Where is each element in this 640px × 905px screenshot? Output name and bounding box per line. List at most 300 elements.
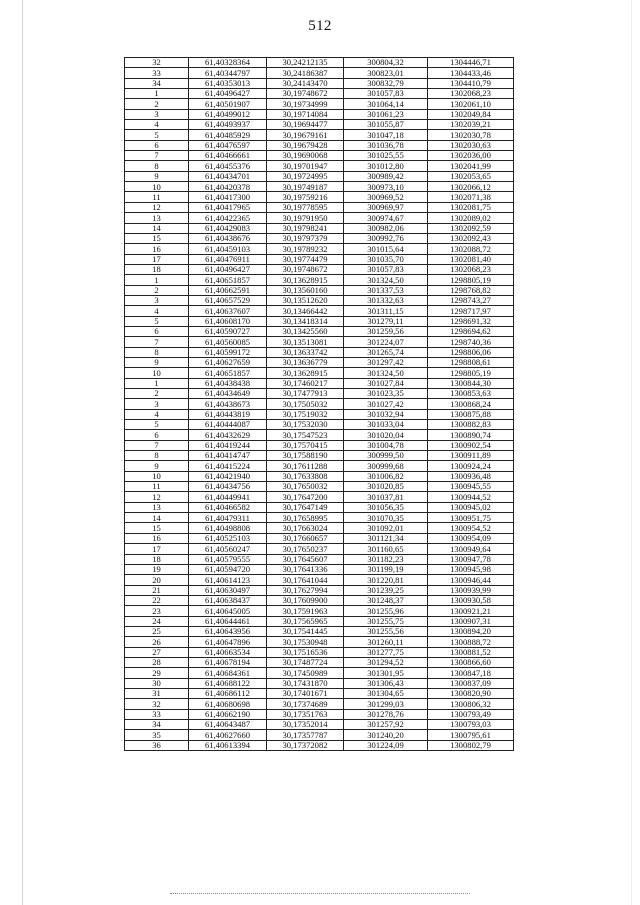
latitude-cell: 61,40608170 bbox=[189, 316, 267, 326]
longitude-cell: 30,17519032 bbox=[267, 409, 344, 419]
x-coordinate-cell: 301257,92 bbox=[344, 720, 428, 730]
point-number-cell: 2 bbox=[125, 285, 189, 295]
table-row bbox=[125, 326, 514, 336]
longitude-cell: 30,17627994 bbox=[267, 585, 344, 595]
latitude-cell: 61,40686112 bbox=[189, 688, 267, 698]
point-number-cell: 5 bbox=[125, 316, 189, 326]
y-coordinate-cell: 1300802,79 bbox=[428, 740, 514, 750]
point-number-cell: 7 bbox=[125, 440, 189, 450]
longitude-cell: 30,13560160 bbox=[267, 285, 344, 295]
point-number-cell: 9 bbox=[125, 357, 189, 367]
y-coordinate-cell: 1300930,58 bbox=[428, 595, 514, 605]
table-row bbox=[125, 68, 514, 78]
point-number-cell: 13 bbox=[125, 502, 189, 512]
latitude-cell: 61,40476911 bbox=[189, 254, 267, 264]
point-number-cell: 23 bbox=[125, 606, 189, 616]
x-coordinate-cell: 301047,18 bbox=[344, 130, 428, 140]
x-coordinate-cell: 301260,11 bbox=[344, 637, 428, 647]
table-row bbox=[125, 575, 514, 585]
latitude-cell: 61,40644461 bbox=[189, 616, 267, 626]
x-coordinate-cell: 301277,75 bbox=[344, 647, 428, 657]
table-row bbox=[125, 564, 514, 574]
longitude-cell: 30,17547523 bbox=[267, 430, 344, 440]
longitude-cell: 30,19797379 bbox=[267, 233, 344, 243]
table-row bbox=[125, 699, 514, 709]
longitude-cell: 30,19734999 bbox=[267, 99, 344, 109]
x-coordinate-cell: 301032,94 bbox=[344, 409, 428, 419]
latitude-cell: 61,40614123 bbox=[189, 575, 267, 585]
table-row bbox=[125, 264, 514, 274]
table-row bbox=[125, 244, 514, 254]
table-row bbox=[125, 130, 514, 140]
latitude-cell: 61,40344797 bbox=[189, 68, 267, 78]
point-number-cell: 24 bbox=[125, 616, 189, 626]
x-coordinate-cell: 300974,67 bbox=[344, 213, 428, 223]
latitude-cell: 61,40613394 bbox=[189, 740, 267, 750]
latitude-cell: 61,40466582 bbox=[189, 502, 267, 512]
point-number-cell: 1 bbox=[125, 89, 189, 99]
table-row bbox=[125, 357, 514, 367]
table-row bbox=[125, 337, 514, 347]
point-number-cell: 21 bbox=[125, 585, 189, 595]
longitude-cell: 30,24143470 bbox=[267, 78, 344, 88]
x-coordinate-cell: 301324,50 bbox=[344, 368, 428, 378]
longitude-cell: 30,19798241 bbox=[267, 223, 344, 233]
table-row bbox=[125, 502, 514, 512]
longitude-cell: 30,17401671 bbox=[267, 688, 344, 698]
x-coordinate-cell: 301070,35 bbox=[344, 513, 428, 523]
latitude-cell: 61,40438438 bbox=[189, 378, 267, 388]
point-number-cell: 2 bbox=[125, 99, 189, 109]
y-coordinate-cell: 1302066,12 bbox=[428, 182, 514, 192]
y-coordinate-cell: 1300881,52 bbox=[428, 647, 514, 657]
point-number-cell: 16 bbox=[125, 533, 189, 543]
point-number-cell: 25 bbox=[125, 626, 189, 636]
x-coordinate-cell: 301265,74 bbox=[344, 347, 428, 357]
latitude-cell: 61,40415224 bbox=[189, 461, 267, 471]
y-coordinate-cell: 1300795,61 bbox=[428, 730, 514, 740]
table-row bbox=[125, 223, 514, 233]
table-row bbox=[125, 254, 514, 264]
latitude-cell: 61,40643487 bbox=[189, 720, 267, 730]
x-coordinate-cell: 301057,83 bbox=[344, 89, 428, 99]
table-row bbox=[125, 740, 514, 750]
scan-edge-shadow-right bbox=[631, 0, 632, 905]
x-coordinate-cell: 301023,35 bbox=[344, 389, 428, 399]
point-number-cell: 4 bbox=[125, 409, 189, 419]
x-coordinate-cell: 301057,83 bbox=[344, 264, 428, 274]
y-coordinate-cell: 1304433,46 bbox=[428, 68, 514, 78]
longitude-cell: 30,17633808 bbox=[267, 471, 344, 481]
longitude-cell: 30,24212135 bbox=[267, 58, 344, 68]
y-coordinate-cell: 1302092,59 bbox=[428, 223, 514, 233]
table-row bbox=[125, 109, 514, 119]
x-coordinate-cell: 301304,65 bbox=[344, 688, 428, 698]
latitude-cell: 61,40579555 bbox=[189, 554, 267, 564]
table-row bbox=[125, 151, 514, 161]
x-coordinate-cell: 301027,84 bbox=[344, 378, 428, 388]
longitude-cell: 30,17374689 bbox=[267, 699, 344, 709]
point-number-cell: 1 bbox=[125, 275, 189, 285]
table-row bbox=[125, 192, 514, 202]
y-coordinate-cell: 1298768,82 bbox=[428, 285, 514, 295]
point-number-cell: 32 bbox=[125, 58, 189, 68]
x-coordinate-cell: 301279,11 bbox=[344, 316, 428, 326]
x-coordinate-cell: 301311,15 bbox=[344, 306, 428, 316]
table-row bbox=[125, 533, 514, 543]
point-number-cell: 22 bbox=[125, 595, 189, 605]
longitude-cell: 30,17611288 bbox=[267, 461, 344, 471]
longitude-cell: 30,17660657 bbox=[267, 533, 344, 543]
point-number-cell: 10 bbox=[125, 182, 189, 192]
point-number-cell: 2 bbox=[125, 389, 189, 399]
y-coordinate-cell: 1300888,72 bbox=[428, 637, 514, 647]
longitude-cell: 30,19679161 bbox=[267, 130, 344, 140]
x-coordinate-cell: 300992,76 bbox=[344, 233, 428, 243]
table-row bbox=[125, 554, 514, 564]
point-number-cell: 17 bbox=[125, 254, 189, 264]
y-coordinate-cell: 1300946,44 bbox=[428, 575, 514, 585]
point-number-cell: 7 bbox=[125, 151, 189, 161]
y-coordinate-cell: 1300939,99 bbox=[428, 585, 514, 595]
latitude-cell: 61,40525103 bbox=[189, 533, 267, 543]
longitude-cell: 30,13425560 bbox=[267, 326, 344, 336]
table-row bbox=[125, 720, 514, 730]
table-row bbox=[125, 161, 514, 171]
point-number-cell: 20 bbox=[125, 575, 189, 585]
latitude-cell: 61,40429083 bbox=[189, 223, 267, 233]
latitude-cell: 61,40419244 bbox=[189, 440, 267, 450]
x-coordinate-cell: 301012,80 bbox=[344, 161, 428, 171]
y-coordinate-cell: 1302092,43 bbox=[428, 233, 514, 243]
table-row bbox=[125, 513, 514, 523]
table-row bbox=[125, 233, 514, 243]
point-number-cell: 12 bbox=[125, 202, 189, 212]
latitude-cell: 61,40443819 bbox=[189, 409, 267, 419]
x-coordinate-cell: 301199,19 bbox=[344, 564, 428, 574]
table-row bbox=[125, 482, 514, 492]
latitude-cell: 61,40637607 bbox=[189, 306, 267, 316]
point-number-cell: 33 bbox=[125, 709, 189, 719]
x-coordinate-cell: 301033,04 bbox=[344, 420, 428, 430]
point-number-cell: 18 bbox=[125, 264, 189, 274]
page-number: 512 bbox=[308, 18, 332, 34]
point-number-cell: 9 bbox=[125, 171, 189, 181]
latitude-cell: 61,40444087 bbox=[189, 420, 267, 430]
x-coordinate-cell: 301061,23 bbox=[344, 109, 428, 119]
point-number-cell: 4 bbox=[125, 306, 189, 316]
y-coordinate-cell: 1300875,88 bbox=[428, 409, 514, 419]
table-row bbox=[125, 120, 514, 130]
y-coordinate-cell: 1300924,24 bbox=[428, 461, 514, 471]
point-number-cell: 6 bbox=[125, 326, 189, 336]
table-row bbox=[125, 585, 514, 595]
table-row bbox=[125, 316, 514, 326]
y-coordinate-cell: 1300853,63 bbox=[428, 389, 514, 399]
x-coordinate-cell: 300989,42 bbox=[344, 171, 428, 181]
x-coordinate-cell: 301324,50 bbox=[344, 275, 428, 285]
scan-edge-shadow bbox=[22, 0, 23, 905]
x-coordinate-cell: 301259,56 bbox=[344, 326, 428, 336]
y-coordinate-cell: 1298806,06 bbox=[428, 347, 514, 357]
table-row bbox=[125, 492, 514, 502]
point-number-cell: 15 bbox=[125, 233, 189, 243]
latitude-cell: 61,40432629 bbox=[189, 430, 267, 440]
y-coordinate-cell: 1298808,61 bbox=[428, 357, 514, 367]
latitude-cell: 61,40630497 bbox=[189, 585, 267, 595]
x-coordinate-cell: 301035,70 bbox=[344, 254, 428, 264]
x-coordinate-cell: 300999,50 bbox=[344, 451, 428, 461]
longitude-cell: 30,19748672 bbox=[267, 89, 344, 99]
point-number-cell: 6 bbox=[125, 430, 189, 440]
x-coordinate-cell: 301160,65 bbox=[344, 544, 428, 554]
point-number-cell: 26 bbox=[125, 637, 189, 647]
longitude-cell: 30,13513081 bbox=[267, 337, 344, 347]
latitude-cell: 61,40414747 bbox=[189, 451, 267, 461]
y-coordinate-cell: 1302081,40 bbox=[428, 254, 514, 264]
table-row bbox=[125, 461, 514, 471]
x-coordinate-cell: 301248,37 bbox=[344, 595, 428, 605]
y-coordinate-cell: 1302061,10 bbox=[428, 99, 514, 109]
longitude-cell: 30,19778595 bbox=[267, 202, 344, 212]
y-coordinate-cell: 1300890,74 bbox=[428, 430, 514, 440]
point-number-cell: 8 bbox=[125, 161, 189, 171]
table-row bbox=[125, 213, 514, 223]
y-coordinate-cell: 1300894,20 bbox=[428, 626, 514, 636]
latitude-cell: 61,40421940 bbox=[189, 471, 267, 481]
x-coordinate-cell: 300804,32 bbox=[344, 58, 428, 68]
y-coordinate-cell: 1300902,54 bbox=[428, 440, 514, 450]
latitude-cell: 61,40560247 bbox=[189, 544, 267, 554]
longitude-cell: 30,19791950 bbox=[267, 213, 344, 223]
y-coordinate-cell: 1298805,19 bbox=[428, 368, 514, 378]
longitude-cell: 30,13512620 bbox=[267, 295, 344, 305]
latitude-cell: 61,40599172 bbox=[189, 347, 267, 357]
table-row bbox=[125, 58, 514, 68]
latitude-cell: 61,40434701 bbox=[189, 171, 267, 181]
latitude-cell: 61,40627659 bbox=[189, 357, 267, 367]
x-coordinate-cell: 300969,52 bbox=[344, 192, 428, 202]
longitude-cell: 30,17352014 bbox=[267, 720, 344, 730]
longitude-cell: 30,19749187 bbox=[267, 182, 344, 192]
y-coordinate-cell: 1300793,49 bbox=[428, 709, 514, 719]
latitude-cell: 61,40560085 bbox=[189, 337, 267, 347]
x-coordinate-cell: 301240,20 bbox=[344, 730, 428, 740]
table-row bbox=[125, 451, 514, 461]
latitude-cell: 61,40688122 bbox=[189, 678, 267, 688]
y-coordinate-cell: 1302089,02 bbox=[428, 213, 514, 223]
x-coordinate-cell: 301255,96 bbox=[344, 606, 428, 616]
longitude-cell: 30,17450989 bbox=[267, 668, 344, 678]
latitude-cell: 61,40328364 bbox=[189, 58, 267, 68]
y-coordinate-cell: 1298717,97 bbox=[428, 306, 514, 316]
y-coordinate-cell: 1302030,78 bbox=[428, 130, 514, 140]
longitude-cell: 30,17641336 bbox=[267, 564, 344, 574]
table-row bbox=[125, 285, 514, 295]
point-number-cell: 4 bbox=[125, 120, 189, 130]
longitude-cell: 30,19789232 bbox=[267, 244, 344, 254]
longitude-cell: 30,19714084 bbox=[267, 109, 344, 119]
x-coordinate-cell: 301182,23 bbox=[344, 554, 428, 564]
longitude-cell: 30,17431870 bbox=[267, 678, 344, 688]
x-coordinate-cell: 301025,55 bbox=[344, 151, 428, 161]
point-number-cell: 9 bbox=[125, 461, 189, 471]
longitude-cell: 30,17460217 bbox=[267, 378, 344, 388]
y-coordinate-cell: 1298694,62 bbox=[428, 326, 514, 336]
table-row bbox=[125, 347, 514, 357]
x-coordinate-cell: 301004,78 bbox=[344, 440, 428, 450]
point-number-cell: 32 bbox=[125, 699, 189, 709]
longitude-cell: 30,19690068 bbox=[267, 151, 344, 161]
table-row bbox=[125, 709, 514, 719]
y-coordinate-cell: 1300954,09 bbox=[428, 533, 514, 543]
x-coordinate-cell: 301020,85 bbox=[344, 482, 428, 492]
point-number-cell: 33 bbox=[125, 68, 189, 78]
table-row bbox=[125, 626, 514, 636]
longitude-cell: 30,19679428 bbox=[267, 140, 344, 150]
longitude-cell: 30,17516536 bbox=[267, 647, 344, 657]
latitude-cell: 61,40643956 bbox=[189, 626, 267, 636]
point-number-cell: 10 bbox=[125, 368, 189, 378]
latitude-cell: 61,40455376 bbox=[189, 161, 267, 171]
table-row bbox=[125, 637, 514, 647]
table-row bbox=[125, 182, 514, 192]
latitude-cell: 61,40417300 bbox=[189, 192, 267, 202]
y-coordinate-cell: 1298743,27 bbox=[428, 295, 514, 305]
longitude-cell: 30,17505032 bbox=[267, 399, 344, 409]
longitude-cell: 30,17591963 bbox=[267, 606, 344, 616]
point-number-cell: 34 bbox=[125, 720, 189, 730]
table-row bbox=[125, 668, 514, 678]
longitude-cell: 30,13628915 bbox=[267, 368, 344, 378]
y-coordinate-cell: 1300944,52 bbox=[428, 492, 514, 502]
latitude-cell: 61,40647896 bbox=[189, 637, 267, 647]
latitude-cell: 61,40663534 bbox=[189, 647, 267, 657]
point-number-cell: 18 bbox=[125, 554, 189, 564]
y-coordinate-cell: 1302071,38 bbox=[428, 192, 514, 202]
table-row bbox=[125, 378, 514, 388]
longitude-cell: 30,24186387 bbox=[267, 68, 344, 78]
table-row bbox=[125, 420, 514, 430]
table-row bbox=[125, 399, 514, 409]
y-coordinate-cell: 1300847,18 bbox=[428, 668, 514, 678]
latitude-cell: 61,40420378 bbox=[189, 182, 267, 192]
y-coordinate-cell: 1300951,75 bbox=[428, 513, 514, 523]
table-row bbox=[125, 544, 514, 554]
y-coordinate-cell: 1304446,71 bbox=[428, 58, 514, 68]
point-number-cell: 5 bbox=[125, 420, 189, 430]
x-coordinate-cell: 301092,01 bbox=[344, 523, 428, 533]
y-coordinate-cell: 1302088,72 bbox=[428, 244, 514, 254]
x-coordinate-cell: 301332,63 bbox=[344, 295, 428, 305]
longitude-cell: 30,17372082 bbox=[267, 740, 344, 750]
y-coordinate-cell: 1302049,84 bbox=[428, 109, 514, 119]
table-row bbox=[125, 368, 514, 378]
latitude-cell: 61,40434649 bbox=[189, 389, 267, 399]
point-number-cell: 36 bbox=[125, 740, 189, 750]
longitude-cell: 30,19694477 bbox=[267, 120, 344, 130]
table-row bbox=[125, 730, 514, 740]
y-coordinate-cell: 1300907,31 bbox=[428, 616, 514, 626]
y-coordinate-cell: 1300844,30 bbox=[428, 378, 514, 388]
point-number-cell: 8 bbox=[125, 347, 189, 357]
point-number-cell: 3 bbox=[125, 399, 189, 409]
y-coordinate-cell: 1300837,09 bbox=[428, 678, 514, 688]
point-number-cell: 15 bbox=[125, 523, 189, 533]
x-coordinate-cell: 300999,68 bbox=[344, 461, 428, 471]
y-coordinate-cell: 1300806,32 bbox=[428, 699, 514, 709]
x-coordinate-cell: 301299,03 bbox=[344, 699, 428, 709]
longitude-cell: 30,17565965 bbox=[267, 616, 344, 626]
longitude-cell: 30,17532030 bbox=[267, 420, 344, 430]
point-number-cell: 7 bbox=[125, 337, 189, 347]
y-coordinate-cell: 1300945,02 bbox=[428, 502, 514, 512]
coordinates-table bbox=[124, 57, 514, 751]
y-coordinate-cell: 1302039,21 bbox=[428, 120, 514, 130]
latitude-cell: 61,40422365 bbox=[189, 213, 267, 223]
point-number-cell: 27 bbox=[125, 647, 189, 657]
table-row bbox=[125, 595, 514, 605]
latitude-cell: 61,40459103 bbox=[189, 244, 267, 254]
longitude-cell: 30,17650032 bbox=[267, 482, 344, 492]
longitude-cell: 30,17650237 bbox=[267, 544, 344, 554]
latitude-cell: 61,40499012 bbox=[189, 109, 267, 119]
x-coordinate-cell: 301255,75 bbox=[344, 616, 428, 626]
latitude-cell: 61,40479311 bbox=[189, 513, 267, 523]
point-number-cell: 11 bbox=[125, 482, 189, 492]
table-row bbox=[125, 171, 514, 181]
x-coordinate-cell: 301294,52 bbox=[344, 657, 428, 667]
latitude-cell: 61,40434756 bbox=[189, 482, 267, 492]
x-coordinate-cell: 301055,87 bbox=[344, 120, 428, 130]
table-row bbox=[125, 523, 514, 533]
table-row bbox=[125, 440, 514, 450]
x-coordinate-cell: 300973,10 bbox=[344, 182, 428, 192]
latitude-cell: 61,40498808 bbox=[189, 523, 267, 533]
table-row bbox=[125, 616, 514, 626]
latitude-cell: 61,40678194 bbox=[189, 657, 267, 667]
point-number-cell: 28 bbox=[125, 657, 189, 667]
x-coordinate-cell: 301064,14 bbox=[344, 99, 428, 109]
y-coordinate-cell: 1302036,00 bbox=[428, 151, 514, 161]
longitude-cell: 30,17357787 bbox=[267, 730, 344, 740]
point-number-cell: 17 bbox=[125, 544, 189, 554]
longitude-cell: 30,17487724 bbox=[267, 657, 344, 667]
x-coordinate-cell: 301027,42 bbox=[344, 399, 428, 409]
x-coordinate-cell: 301056,35 bbox=[344, 502, 428, 512]
longitude-cell: 30,13628915 bbox=[267, 275, 344, 285]
longitude-cell: 30,19724995 bbox=[267, 171, 344, 181]
longitude-cell: 30,17541445 bbox=[267, 626, 344, 636]
latitude-cell: 61,40680698 bbox=[189, 699, 267, 709]
table-row bbox=[125, 430, 514, 440]
longitude-cell: 30,17588190 bbox=[267, 451, 344, 461]
longitude-cell: 30,19748672 bbox=[267, 264, 344, 274]
longitude-cell: 30,17647149 bbox=[267, 502, 344, 512]
point-number-cell: 8 bbox=[125, 451, 189, 461]
bottom-dotted-line bbox=[170, 893, 470, 894]
y-coordinate-cell: 1300949,64 bbox=[428, 544, 514, 554]
latitude-cell: 61,40645005 bbox=[189, 606, 267, 616]
y-coordinate-cell: 1302053,65 bbox=[428, 171, 514, 181]
latitude-cell: 61,40466661 bbox=[189, 151, 267, 161]
y-coordinate-cell: 1302068,23 bbox=[428, 264, 514, 274]
x-coordinate-cell: 301239,25 bbox=[344, 585, 428, 595]
latitude-cell: 61,40417965 bbox=[189, 202, 267, 212]
point-number-cell: 11 bbox=[125, 192, 189, 202]
coordinates-table-body bbox=[125, 58, 514, 751]
latitude-cell: 61,40594720 bbox=[189, 564, 267, 574]
